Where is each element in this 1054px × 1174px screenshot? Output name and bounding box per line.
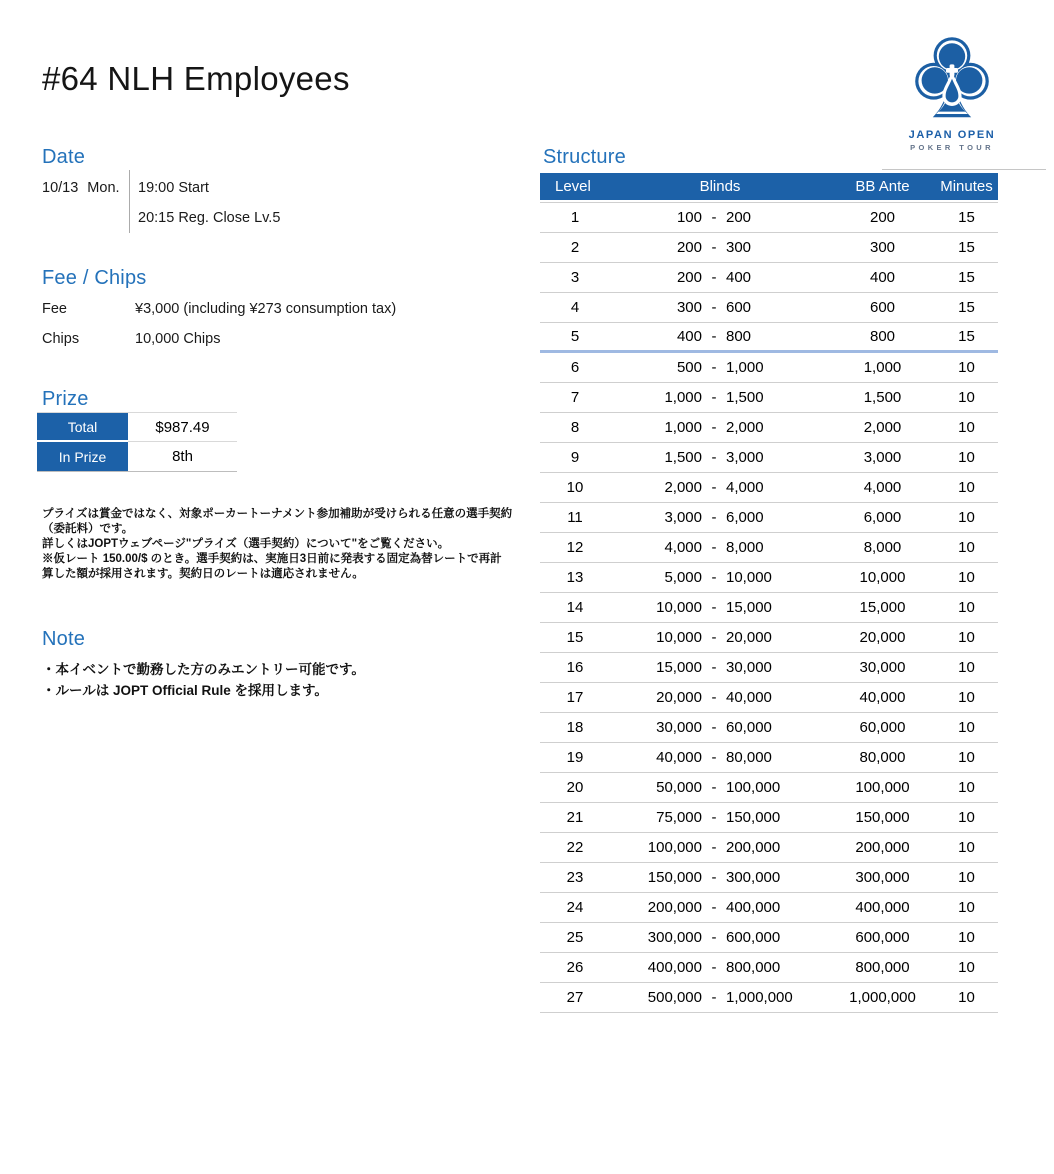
small-blind: 150,000 [647,869,702,886]
level-cell: 20 [566,779,584,796]
structure-row [540,863,998,893]
logo-text-japan-open: JAPAN OPEN [908,129,996,141]
minutes-cell: 10 [958,929,975,946]
level-cell: 15 [566,629,584,646]
big-blind: 100,000 [726,779,781,796]
blinds-cell [610,328,830,345]
minutes-cell: 10 [958,719,975,736]
bb-ante-cell: 800 [869,328,896,345]
page-title: #64 NLH Employees [42,60,350,97]
blinds-cell [610,419,830,436]
level-cell: 26 [566,959,584,976]
small-blind: 4,000 [664,539,702,556]
structure-row [540,203,998,233]
big-blind: 200,000 [726,839,781,856]
start-time: 19:00 Start [138,180,209,196]
small-blind: 300 [676,299,702,316]
minutes-cell: 15 [958,328,975,345]
blinds-cell [610,209,830,226]
bb-ante-cell: 30,000 [859,659,906,676]
level-cell: 16 [566,659,584,676]
small-blind: 10,000 [656,599,702,616]
small-blind: 500,000 [647,989,702,1006]
minutes-cell: 10 [958,509,975,526]
small-blind: 5,000 [664,569,702,586]
blinds-separator: - [711,419,717,436]
big-blind: 600 [726,299,752,316]
note-line: ・ルールは JOPT Official Rule を採用します。 [42,683,328,698]
small-blind: 400 [676,328,702,345]
col-header-bb-ante: BB Ante [855,178,910,195]
blinds-separator: - [711,869,717,886]
blinds-separator: - [711,599,717,616]
chips-value: 10,000 Chips [135,331,221,347]
big-blind: 3,000 [726,449,764,466]
small-blind: 10,000 [656,629,702,646]
blinds-separator: - [711,269,717,286]
minutes-cell: 10 [958,779,975,796]
structure-row [540,383,998,413]
fee-chips-heading: Fee / Chips [42,267,147,289]
blinds-separator: - [711,569,717,586]
prize-note-line: （委託料）です。 [42,523,134,535]
structure-row [540,923,998,953]
minutes-cell: 10 [958,449,975,466]
structure-row [540,953,998,983]
blinds-separator: - [711,299,717,316]
big-blind: 40,000 [726,689,772,706]
blinds-separator: - [711,239,717,256]
minutes-cell: 10 [958,869,975,886]
bb-ante-cell: 10,000 [859,569,906,586]
level-cell: 12 [566,539,584,556]
big-blind: 30,000 [726,659,772,676]
bb-ante-cell: 400 [869,269,896,286]
level-cell: 3 [570,269,580,286]
bb-ante-cell: 600,000 [855,929,910,946]
blinds-cell [610,839,830,856]
minutes-cell: 10 [958,479,975,496]
small-blind: 1,000 [664,389,702,406]
bb-ante-cell: 800,000 [855,959,910,976]
blinds-separator: - [711,389,717,406]
level-cell: 10 [566,479,584,496]
structure-row [540,353,998,383]
structure-table [540,173,998,1013]
minutes-cell: 10 [958,539,975,556]
structure-heading: Structure [543,146,626,168]
level-cell: 5 [570,328,580,345]
structure-header-row [540,173,998,200]
bb-ante-cell: 600 [869,299,896,316]
structure-row [540,893,998,923]
structure-row [540,593,998,623]
reg-close-time: 20:15 Reg. Close Lv.5 [138,210,281,226]
bb-ante-cell: 80,000 [859,749,906,766]
minutes-cell: 10 [958,629,975,646]
structure-row [540,713,998,743]
small-blind: 300,000 [647,929,702,946]
structure-row [540,803,998,833]
bb-ante-cell: 1,500 [863,389,902,406]
blinds-separator: - [711,989,717,1006]
minutes-cell: 10 [958,839,975,856]
big-blind: 200 [726,209,752,226]
structure-row [540,293,998,323]
prize-note-jp [42,507,528,582]
structure-row [540,653,998,683]
bb-ante-cell: 1,000 [863,359,902,376]
blinds-separator: - [711,209,717,226]
bb-ante-cell: 15,000 [859,599,906,616]
small-blind: 3,000 [664,509,702,526]
level-cell: 24 [566,899,584,916]
minutes-cell: 10 [958,689,975,706]
col-header-level: Level [555,178,591,195]
small-blind: 200 [676,269,702,286]
prize-row-in-prize [37,442,237,471]
blinds-cell [610,389,830,406]
blinds-cell [610,659,830,676]
level-cell: 18 [566,719,584,736]
level-cell: 22 [566,839,584,856]
blinds-cell [610,749,830,766]
blinds-cell [610,599,830,616]
note-lines [42,659,365,701]
blinds-cell [610,779,830,796]
blinds-cell [610,689,830,706]
blinds-cell [610,509,830,526]
blinds-separator: - [711,899,717,916]
big-blind: 2,000 [726,419,764,436]
big-blind: 20,000 [726,629,772,646]
big-blind: 6,000 [726,509,764,526]
small-blind: 40,000 [656,749,702,766]
structure-row [540,773,998,803]
blinds-separator: - [711,749,717,766]
minutes-cell: 10 [958,989,975,1006]
big-blind: 1,000,000 [726,989,793,1006]
big-blind: 400,000 [726,899,781,916]
small-blind: 100 [676,209,702,226]
note-heading: Note [42,628,86,650]
blinds-cell [610,989,830,1006]
date-day: Mon. [87,180,120,196]
bb-ante-cell: 400,000 [855,899,910,916]
big-blind: 300,000 [726,869,781,886]
small-blind: 1,000 [664,419,702,436]
small-blind: 15,000 [656,659,702,676]
big-blind: 1,000 [726,359,764,376]
blinds-cell [610,269,830,286]
minutes-cell: 10 [958,419,975,436]
bb-ante-cell: 4,000 [863,479,902,496]
bb-ante-cell: 20,000 [859,629,906,646]
date-divider [129,170,130,233]
bb-ante-cell: 200 [869,209,896,226]
date-date: 10/13 [42,180,79,196]
small-blind: 100,000 [647,839,702,856]
blinds-separator: - [711,328,717,345]
blinds-separator: - [711,719,717,736]
structure-row [540,983,998,1013]
level-cell: 23 [566,869,584,886]
fee-label: Fee [42,301,67,317]
level-cell: 6 [570,359,580,376]
minutes-cell: 10 [958,659,975,676]
minutes-cell: 10 [958,899,975,916]
structure-row [540,623,998,653]
small-blind: 30,000 [656,719,702,736]
big-blind: 150,000 [726,809,781,826]
bb-ante-cell: 6,000 [863,509,902,526]
col-header-minutes: Minutes [940,178,993,195]
prize-row-total [37,413,237,442]
small-blind: 400,000 [647,959,702,976]
big-blind: 8,000 [726,539,764,556]
blinds-cell [610,869,830,886]
bb-ante-cell: 40,000 [859,689,906,706]
small-blind: 50,000 [656,779,702,796]
big-blind: 300 [726,239,752,256]
blinds-separator: - [711,539,717,556]
blinds-cell [610,719,830,736]
big-blind: 4,000 [726,479,764,496]
logo-text-poker-tour: POKER TOUR [910,143,994,152]
small-blind: 75,000 [656,809,702,826]
bb-ante-cell: 60,000 [859,719,906,736]
blinds-separator: - [711,809,717,826]
level-cell: 9 [570,449,580,466]
bb-ante-cell: 3,000 [863,449,902,466]
bb-ante-cell: 150,000 [855,809,910,826]
structure-row [540,233,998,263]
structure-row [540,683,998,713]
blinds-separator: - [711,359,717,376]
level-cell: 1 [570,209,580,226]
minutes-cell: 10 [958,809,975,826]
bb-ante-cell: 200,000 [855,839,910,856]
blinds-separator: - [711,839,717,856]
structure-rows [540,202,998,1013]
big-blind: 1,500 [726,389,764,406]
blinds-cell [610,359,830,376]
blinds-separator: - [711,629,717,646]
col-header-blinds: Blinds [699,178,741,195]
date-heading: Date [42,146,86,168]
prize-note-line: 算した額が採用されます。契約日のレートは適応されません。 [42,568,364,580]
bb-ante-cell: 100,000 [855,779,910,796]
big-blind: 800,000 [726,959,781,976]
small-blind: 200 [676,239,702,256]
minutes-cell: 15 [958,209,975,226]
note-line: ・本イベントで勤務した方のみエントリー可能です。 [42,662,365,677]
prize-in-prize-label: In Prize [37,442,128,471]
bb-ante-cell: 1,000,000 [849,989,916,1006]
level-cell: 21 [566,809,584,826]
structure-row [540,263,998,293]
big-blind: 800 [726,328,752,345]
structure-row [540,503,998,533]
jopt-logo [900,34,1004,152]
minutes-cell: 10 [958,959,975,976]
level-cell: 25 [566,929,584,946]
blinds-separator: - [711,779,717,796]
level-cell: 14 [566,599,584,616]
small-blind: 1,500 [664,449,702,466]
blinds-cell [610,449,830,466]
blinds-separator: - [711,479,717,496]
blinds-cell [610,539,830,556]
fee-value: ¥3,000 (including ¥273 consumption tax) [135,301,397,317]
small-blind: 2,000 [664,479,702,496]
blinds-cell [610,959,830,976]
big-blind: 600,000 [726,929,781,946]
table-top-rule [882,169,1046,170]
prize-total-value: $987.49 [128,413,237,442]
minutes-cell: 10 [958,599,975,616]
prize-note-line: 詳しくはJOPTウェブページ"プライズ（選手契約）について"をご覧ください。 [42,538,450,550]
blinds-separator: - [711,689,717,706]
blinds-cell [610,569,830,586]
bb-ante-cell: 300,000 [855,869,910,886]
level-cell: 7 [570,389,580,406]
minutes-cell: 15 [958,269,975,286]
prize-note-line: ※仮レート 150.00/$ のとき。選手契約は、実施日3日前に発表する固定為替レートで再計 [42,553,502,565]
blinds-cell [610,929,830,946]
blinds-separator: - [711,659,717,676]
blinds-separator: - [711,449,717,466]
club-icon [912,34,992,126]
level-cell: 2 [570,239,580,256]
level-cell: 13 [566,569,584,586]
level-cell: 17 [566,689,584,706]
blinds-separator: - [711,959,717,976]
prize-note-line: プライズは賞金ではなく、対象ポーカートーナメント参加補助が受けられる任意の選手契約 [42,508,513,520]
big-blind: 15,000 [726,599,772,616]
blinds-cell [610,899,830,916]
minutes-cell: 10 [958,359,975,376]
date-value [42,180,120,196]
structure-row [540,323,998,353]
prize-heading: Prize [42,388,89,410]
level-cell: 8 [570,419,580,436]
chips-label: Chips [42,331,80,347]
big-blind: 10,000 [726,569,772,586]
prize-table [37,412,237,472]
structure-row [540,833,998,863]
minutes-cell: 10 [958,389,975,406]
structure-row [540,533,998,563]
small-blind: 20,000 [656,689,702,706]
blinds-cell [610,299,830,316]
blinds-cell [610,239,830,256]
big-blind: 400 [726,269,752,286]
level-cell: 4 [570,299,580,316]
minutes-cell: 15 [958,299,975,316]
level-cell: 11 [567,509,583,526]
prize-total-label: Total [37,413,128,442]
small-blind: 500 [676,359,702,376]
blinds-cell [610,479,830,496]
structure-row [540,743,998,773]
structure-row [540,413,998,443]
big-blind: 60,000 [726,719,772,736]
structure-row [540,473,998,503]
structure-row [540,443,998,473]
minutes-cell: 10 [958,569,975,586]
big-blind: 80,000 [726,749,772,766]
structure-row [540,563,998,593]
blinds-cell [610,629,830,646]
blinds-cell [610,809,830,826]
bb-ante-cell: 2,000 [863,419,902,436]
bb-ante-cell: 300 [869,239,896,256]
blinds-separator: - [711,929,717,946]
level-cell: 19 [566,749,584,766]
bb-ante-cell: 8,000 [863,539,902,556]
minutes-cell: 15 [958,239,975,256]
level-cell: 27 [566,989,584,1006]
small-blind: 200,000 [647,899,702,916]
blinds-separator: - [711,509,717,526]
minutes-cell: 10 [958,749,975,766]
prize-in-prize-value: 8th [172,448,193,465]
